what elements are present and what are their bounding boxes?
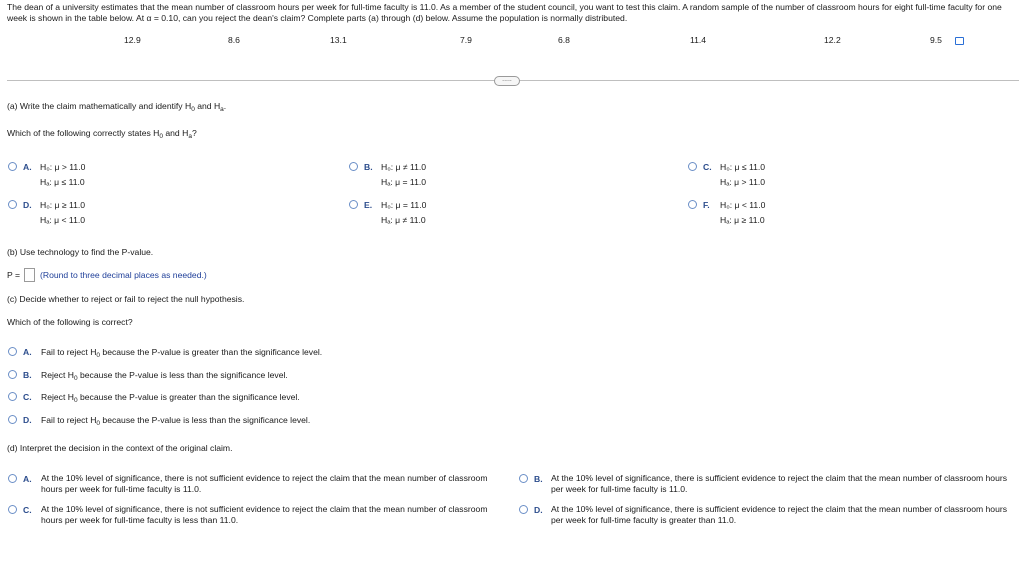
option-c-ha: Hₐ: μ > 11.0 <box>720 177 766 187</box>
copy-data-icon[interactable] <box>955 37 964 45</box>
part-d-option-b-letter: B. <box>534 474 543 484</box>
option-f-h0: H₀: μ < 11.0 <box>720 200 766 210</box>
data-value: 9.5 <box>930 35 942 45</box>
part-c-question: Which of the following is correct? <box>7 317 133 327</box>
part-d-option-c-letter: C. <box>23 505 32 515</box>
data-value: 13.1 <box>330 35 347 45</box>
part-d-option-a-text: At the 10% level of significance, there is not sufficient evidence to reject the claim that the mean number of classroom hours per week for full-time faculty is 11.0. <box>41 473 488 494</box>
option-b-radio[interactable] <box>349 162 358 171</box>
part-b-heading: (b) Use technology to find the P-value. <box>7 247 154 257</box>
option-f-letter: F. <box>703 200 710 210</box>
part-d-option-d-text: At the 10% level of significance, there is sufficient evidence to reject the claim that the mean number of classroom hours per week for full-time faculty is greater than 11.0. <box>551 504 1008 525</box>
part-d-option-d-letter: D. <box>534 505 543 515</box>
problem-statement: The dean of a university estimates that the mean number of classroom hours per week for full-time faculty is 11.0. As a member of the student council, you want to test this claim. A random sample of the number of classroom hours for eight full-time faculty for one week is shown in the table below. At α = 0.10, can you reject the dean's claim? Complete parts (a) through (d) below. Assume the population is normally distributed. <box>7 2 1002 23</box>
option-c-letter: C. <box>703 162 712 172</box>
option-c-h0: H₀: μ ≤ 11.0 <box>720 162 766 172</box>
more-button[interactable]: ..... <box>494 76 520 86</box>
part-d-option-a-radio[interactable] <box>8 474 17 483</box>
option-c-radio[interactable] <box>688 162 697 171</box>
option-b-letter: B. <box>364 162 373 172</box>
option-f-radio[interactable] <box>688 200 697 209</box>
option-e-h0: H₀: μ = 11.0 <box>381 200 427 210</box>
option-f-ha: Hₐ: μ ≥ 11.0 <box>720 215 765 225</box>
part-d-option-b-radio[interactable] <box>519 474 528 483</box>
data-values-row <box>0 35 1024 47</box>
option-a-radio[interactable] <box>8 162 17 171</box>
part-d-option-c-radio[interactable] <box>8 505 17 514</box>
data-value: 12.2 <box>824 35 841 45</box>
option-d-h0: H₀: μ ≥ 11.0 <box>40 200 86 210</box>
part-d-option-b-text: At the 10% level of significance, there is sufficient evidence to reject the claim that the mean number of classroom hours per week for full-time faculty is 11.0. <box>551 473 1008 494</box>
part-c-option-a-radio[interactable] <box>8 347 17 356</box>
part-a-question: Which of the following correctly states $H_0$ and $H_a$? <box>7 128 197 140</box>
rounding-hint: (Round to three decimal places as needed.) <box>40 270 207 280</box>
p-value-label: P = <box>7 270 20 280</box>
part-d-option-c-text: At the 10% level of significance, there is not sufficient evidence to reject the claim that the mean number of classroom hours per week for full-time faculty is less than 11.0. <box>41 504 488 525</box>
part-a-heading: (a) Write the claim mathematically and identify $H_0$ and $H_a$. <box>7 101 227 113</box>
part-c-heading: (c) Decide whether to reject or fail to reject the null hypothesis. <box>7 294 245 304</box>
part-c-option-a-letter: A. <box>23 347 32 357</box>
option-a-ha: Hₐ: μ ≤ 11.0 <box>40 177 85 187</box>
data-value: 11.4 <box>690 35 707 45</box>
data-value: 7.9 <box>460 35 472 45</box>
option-d-radio[interactable] <box>8 200 17 209</box>
option-d-ha: Hₐ: μ < 11.0 <box>40 215 86 225</box>
option-d-letter: D. <box>23 200 32 210</box>
option-e-radio[interactable] <box>349 200 358 209</box>
option-a-letter: A. <box>23 162 32 172</box>
part-c-option-a-text: Fail to reject $H_0$ because the P-value is greater than the significance level. <box>41 347 323 359</box>
data-value: 6.8 <box>558 35 570 45</box>
option-b-h0: H₀: μ ≠ 11.0 <box>381 162 427 172</box>
data-value: 8.6 <box>228 35 240 45</box>
part-d-option-d-radio[interactable] <box>519 505 528 514</box>
option-e-letter: E. <box>364 200 373 210</box>
part-c-option-d-text: Fail to reject $H_0$ because the P-value is less than the significance level. <box>41 415 311 427</box>
part-c-option-c-letter: C. <box>23 392 32 402</box>
part-c-option-c-text: Reject $H_0$ because the P-value is greater than the significance level. <box>41 392 300 404</box>
part-c-option-b-text: Reject $H_0$ because the P-value is less than the significance level. <box>41 370 288 382</box>
option-a-h0: H₀: μ > 11.0 <box>40 162 86 172</box>
part-d-option-a-letter: A. <box>23 474 32 484</box>
part-c-option-d-radio[interactable] <box>8 415 17 424</box>
part-c-option-b-letter: B. <box>23 370 32 380</box>
part-c-option-c-radio[interactable] <box>8 392 17 401</box>
option-e-ha: Hₐ: μ ≠ 11.0 <box>381 215 426 225</box>
part-c-option-d-letter: D. <box>23 415 32 425</box>
option-b-ha: Hₐ: μ = 11.0 <box>381 177 427 187</box>
part-d-heading: (d) Interpret the decision in the context of the original claim. <box>7 443 233 453</box>
part-c-option-b-radio[interactable] <box>8 370 17 379</box>
data-value: 12.9 <box>124 35 141 45</box>
p-value-input[interactable] <box>24 268 35 282</box>
